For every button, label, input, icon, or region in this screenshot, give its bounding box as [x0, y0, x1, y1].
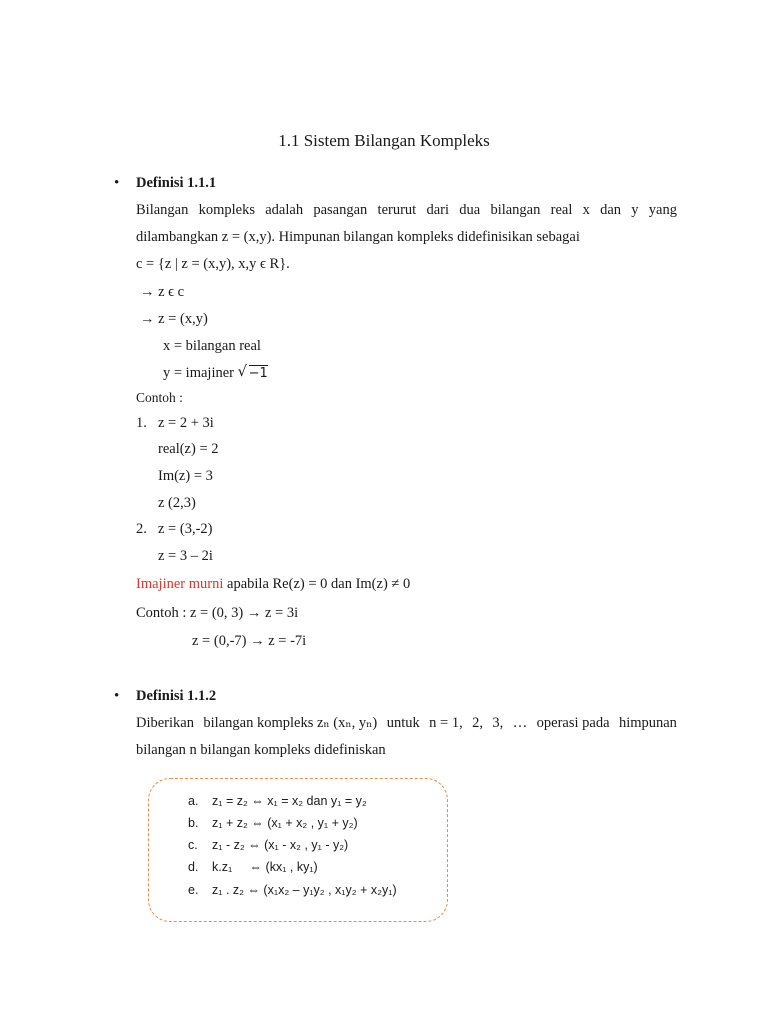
example-2-line: z = 3 – 2i	[158, 548, 213, 564]
def1-paragraph-line2: dilambangkan z = (x,y). Himpunan bilangan kompleks didefinisikan sebagai	[136, 229, 580, 245]
word: pasangan	[313, 202, 368, 218]
operation-label: d.	[188, 860, 199, 874]
page-title: 1.1 Sistem Bilangan Kompleks	[278, 131, 490, 150]
word: untuk	[386, 715, 420, 731]
operation-formula: z₁ - z₂ ⇔ (x₁ - x₂ , y₁ - y₂)	[212, 838, 349, 852]
word: adalah	[265, 202, 304, 218]
word: y	[631, 202, 639, 218]
operation-label: a.	[188, 794, 199, 808]
word: 3,	[492, 715, 504, 731]
x-description: x = bilangan real	[163, 338, 261, 354]
operation-label: e.	[188, 883, 199, 897]
operation-formula: k.z₁ ⇔ (kx₁ , ky₁)	[212, 860, 318, 874]
word: operasi pada	[536, 715, 610, 731]
operation-formula: z₁ + z₂ ⇔ (x₁ + x₂ , y₁ + y₂)	[212, 816, 358, 830]
contoh-2-line-2: z = (0,-7) → z = -7i	[192, 633, 307, 649]
example-2-number: 2.	[136, 521, 147, 537]
operation-label: b.	[188, 816, 199, 830]
word: Bilangan	[136, 202, 189, 218]
word: dan	[600, 202, 622, 218]
def1-paragraph-line1	[136, 202, 677, 219]
example-1-line: Im(z) = 3	[158, 468, 213, 484]
sqrt-icon: √	[237, 364, 247, 380]
bullet-def2: •	[114, 688, 120, 704]
operation-formula: z₁ . z₂ ⇔ (x₁x₂ – y₁y₂ , x₁y₂ + x₂y₁)	[212, 883, 397, 897]
operation-formula: z₁ = z₂ ⇔ x₁ = x₂ dan y₁ = y₂	[212, 794, 367, 808]
word: x	[582, 202, 590, 218]
word: dua	[459, 202, 481, 218]
example-1-line: z (2,3)	[158, 495, 196, 511]
pure-imaginary-term: Imajiner murni	[136, 576, 224, 592]
y-description	[163, 365, 268, 382]
set-definition: c = {z | z = (x,y), x,y ϵ R}.	[136, 256, 290, 272]
example-1-line: z = 2 + 3i	[158, 415, 214, 431]
word: kompleks	[198, 202, 255, 218]
contoh-2-line-1: Contoh : z = (0, 3) → z = 3i	[136, 605, 299, 621]
sqrt-expression	[238, 365, 268, 382]
pure-imaginary-line	[136, 576, 410, 593]
word: himpunan	[618, 715, 677, 731]
word: dari	[426, 202, 449, 218]
example-1-line: real(z) = 2	[158, 441, 219, 457]
word: n = 1,	[429, 715, 463, 731]
word: Diberikan	[136, 715, 194, 731]
example-2-line: z = (3,-2)	[158, 521, 213, 537]
def2-paragraph-line2: bilangan n bilangan kompleks didefiniskan	[136, 742, 386, 758]
word: terurut	[377, 202, 417, 218]
word: 2,	[472, 715, 483, 731]
pure-imaginary-condition: apabila Re(z) = 0 dan Im(z) ≠ 0	[223, 576, 411, 592]
contoh-label: Contoh :	[136, 390, 183, 405]
word: real	[550, 202, 573, 218]
word: yang	[648, 202, 677, 218]
word: …	[512, 715, 528, 731]
def2-paragraph-line1	[136, 715, 677, 732]
example-1-number: 1.	[136, 415, 147, 431]
y-description-text: y = imajiner	[163, 365, 238, 381]
word: bilangan kompleks zₙ (xₙ, yₙ)	[203, 715, 378, 731]
def2-heading: Definisi 1.1.2	[136, 688, 217, 704]
operation-label: c.	[188, 838, 198, 852]
sqrt-argument: −1	[248, 366, 268, 381]
arrow-line-1: → z ϵ c	[140, 284, 185, 300]
def1-heading: Definisi 1.1.1	[136, 175, 217, 191]
word: bilangan	[490, 202, 541, 218]
arrow-line-2: → z = (x,y)	[140, 311, 208, 327]
bullet-def1: •	[114, 175, 120, 191]
